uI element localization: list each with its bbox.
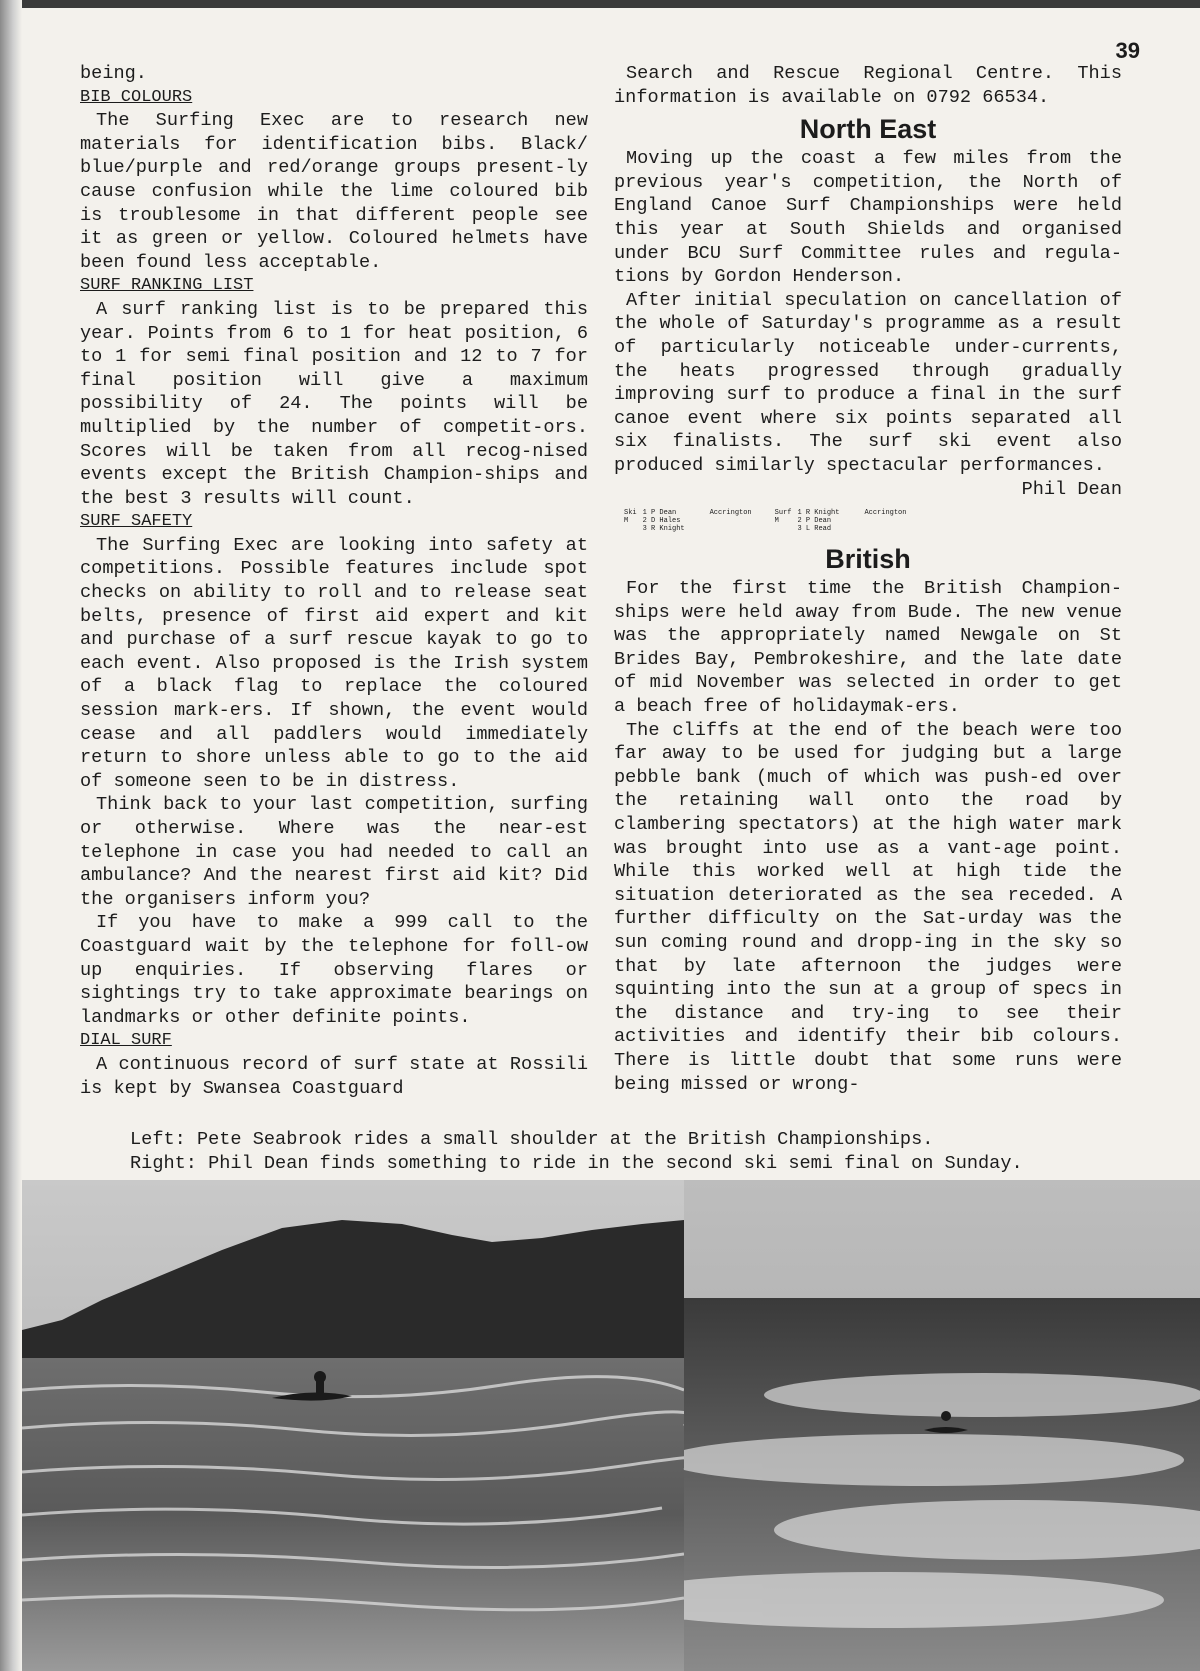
surf-class: M — [774, 517, 779, 526]
result-line: 2 D Hales — [642, 517, 681, 526]
surf-safety-paragraph: The Surfing Exec are looking into safety at competitions. Possible features include spot checks on ability to roll and to release seat belts, presence of first aid expert and kit and purchase of a surf rescue kayak to go to each event. Also proposed is the Irish system of a black flag to replace the coloured session mark-ers. If shown, the event would cease and all paddlers would immediately return to shore unless able to go to the aid of someone seen to be in distress. — [80, 534, 588, 792]
photo-left — [22, 1180, 684, 1671]
photo-right — [684, 1180, 1200, 1671]
result-line: 1 P Dean — [642, 509, 677, 518]
ski-results — [624, 509, 771, 533]
surf-label: Surf — [774, 509, 792, 518]
left-column — [80, 62, 588, 1100]
british-paragraph: For the first time the British Champion-ships were held away from Bude. The new venue was the appropriately named Newgale on St Brides Bay, Pembrokeshire, and the late date of mid November was selected in order to get a beach free of holidaymak-ers. — [614, 578, 1122, 718]
bib-colours-text: The Surfing Exec are to research new materials for identification bibs. Black/ blue/purple and red/orange groups present-ly cause confusion while the lime coloured bib is troublesome in that different people see it as green or yellow. Coloured helmets have been found less acceptable. — [80, 110, 588, 273]
photo-captions — [130, 1128, 1130, 1176]
north-east-paragraph: Moving up the coast a few miles from the previous year's competition, the North of England Canoe Surf Championships were held this year at South Shields and organised under BCU Surf Committee rules and regula-tions by Gordon Henderson. — [614, 148, 1122, 288]
right-column — [614, 62, 1122, 1096]
results-table — [624, 509, 1122, 533]
north-east-last-paragraph — [614, 289, 1122, 478]
surf-venue: Accrington — [864, 509, 907, 518]
result-line: 2 P Dean — [797, 517, 832, 526]
bib-colours-heading: BIB COLOURS — [80, 87, 193, 107]
ski-label: Ski — [624, 509, 637, 518]
surf-safety-paragraph: Think back to your last competition, surfing or otherwise. Where was the near-est telephone in case you had needed to call an ambulance? And the nearest first aid kit? Did the organisers inform you? — [80, 794, 588, 910]
surf-ranking-text: A surf ranking list is to be prepared this year. Points from 6 to 1 for heat position, 6 to 1 for semi final position and 12 to 7 for final position will give a maximum possibility of 24. The points will be multiplied by the number of competit-ors. Scores will be taken from all recog-nised events except the British Champion-ships and the best 3 results will count. — [80, 298, 588, 509]
photo-right-image — [684, 1180, 1200, 1671]
surf-ranking-heading: SURF RANKING LIST — [80, 276, 254, 296]
opening-fragment: being. — [80, 63, 147, 84]
page-number: 39 — [1115, 38, 1140, 63]
british-heading: British — [825, 544, 911, 575]
dial-surf-heading: DIAL SURF — [80, 1031, 172, 1051]
byline: Phil Dean — [1021, 478, 1122, 500]
ski-venue: Accrington — [709, 509, 752, 518]
result-line: 1 R Knight — [797, 509, 840, 518]
continuation-text: Search and Rescue Regional Centre. This information is available on 0792 66534. — [614, 63, 1122, 108]
page-top-edge — [0, 0, 1200, 8]
binding-shadow — [0, 0, 22, 1671]
surf-results — [775, 509, 926, 533]
surf-safety-heading: SURF SAFETY — [80, 512, 193, 532]
british-paragraph: The cliffs at the end of the beach were too far away to be used for judging but a large pebble bank (much of which was push-ed over the retaining wall onto the road by clambering spectators) at the high water mark was brought into use as a vant-age point. While this worked well at high tide the situation deteriorated as the sea receded. A further difficulty on the Sat-urday was the sun coming round and dropp-ing in the sky so that by late afternoon the judges were squinting into the sun at a group of specs in the distance and try-ing to see their activities and identify their bib colours. There is little doubt that some runs were being missed or wrong- — [614, 719, 1122, 1095]
north-east-heading: North East — [799, 114, 937, 145]
ski-class: M — [624, 517, 629, 526]
surf-safety-paragraph: If you have to make a 999 call to the Coastguard wait by the telephone for foll-ow up enquiries. If observing flares or sightings try to take approximate bearings on landmarks or other definite points. — [80, 912, 588, 1028]
caption-right: Right: Phil Dean finds something to ride in the second ski semi final on Sunday. — [130, 1153, 1023, 1174]
photo-left-image — [22, 1180, 684, 1671]
result-line: 3 L Read — [797, 525, 832, 534]
result-line: 3 R Knight — [642, 525, 685, 534]
north-east-paragraph: After initial speculation on cancellation of the whole of Saturday's programme as a result of particularly noticeable under-currents, the heats progressed through gradually improving surf to produce a final in the surf canoe event where six points separated all six finalists. The surf ski event also produced similarly spectacular performances. — [614, 289, 1122, 476]
caption-left: Left: Pete Seabrook rides a small shoulder at the British Championships. — [130, 1129, 934, 1150]
dial-surf-text: A continuous record of surf state at Rossili is kept by Swansea Coastguard — [80, 1053, 588, 1099]
